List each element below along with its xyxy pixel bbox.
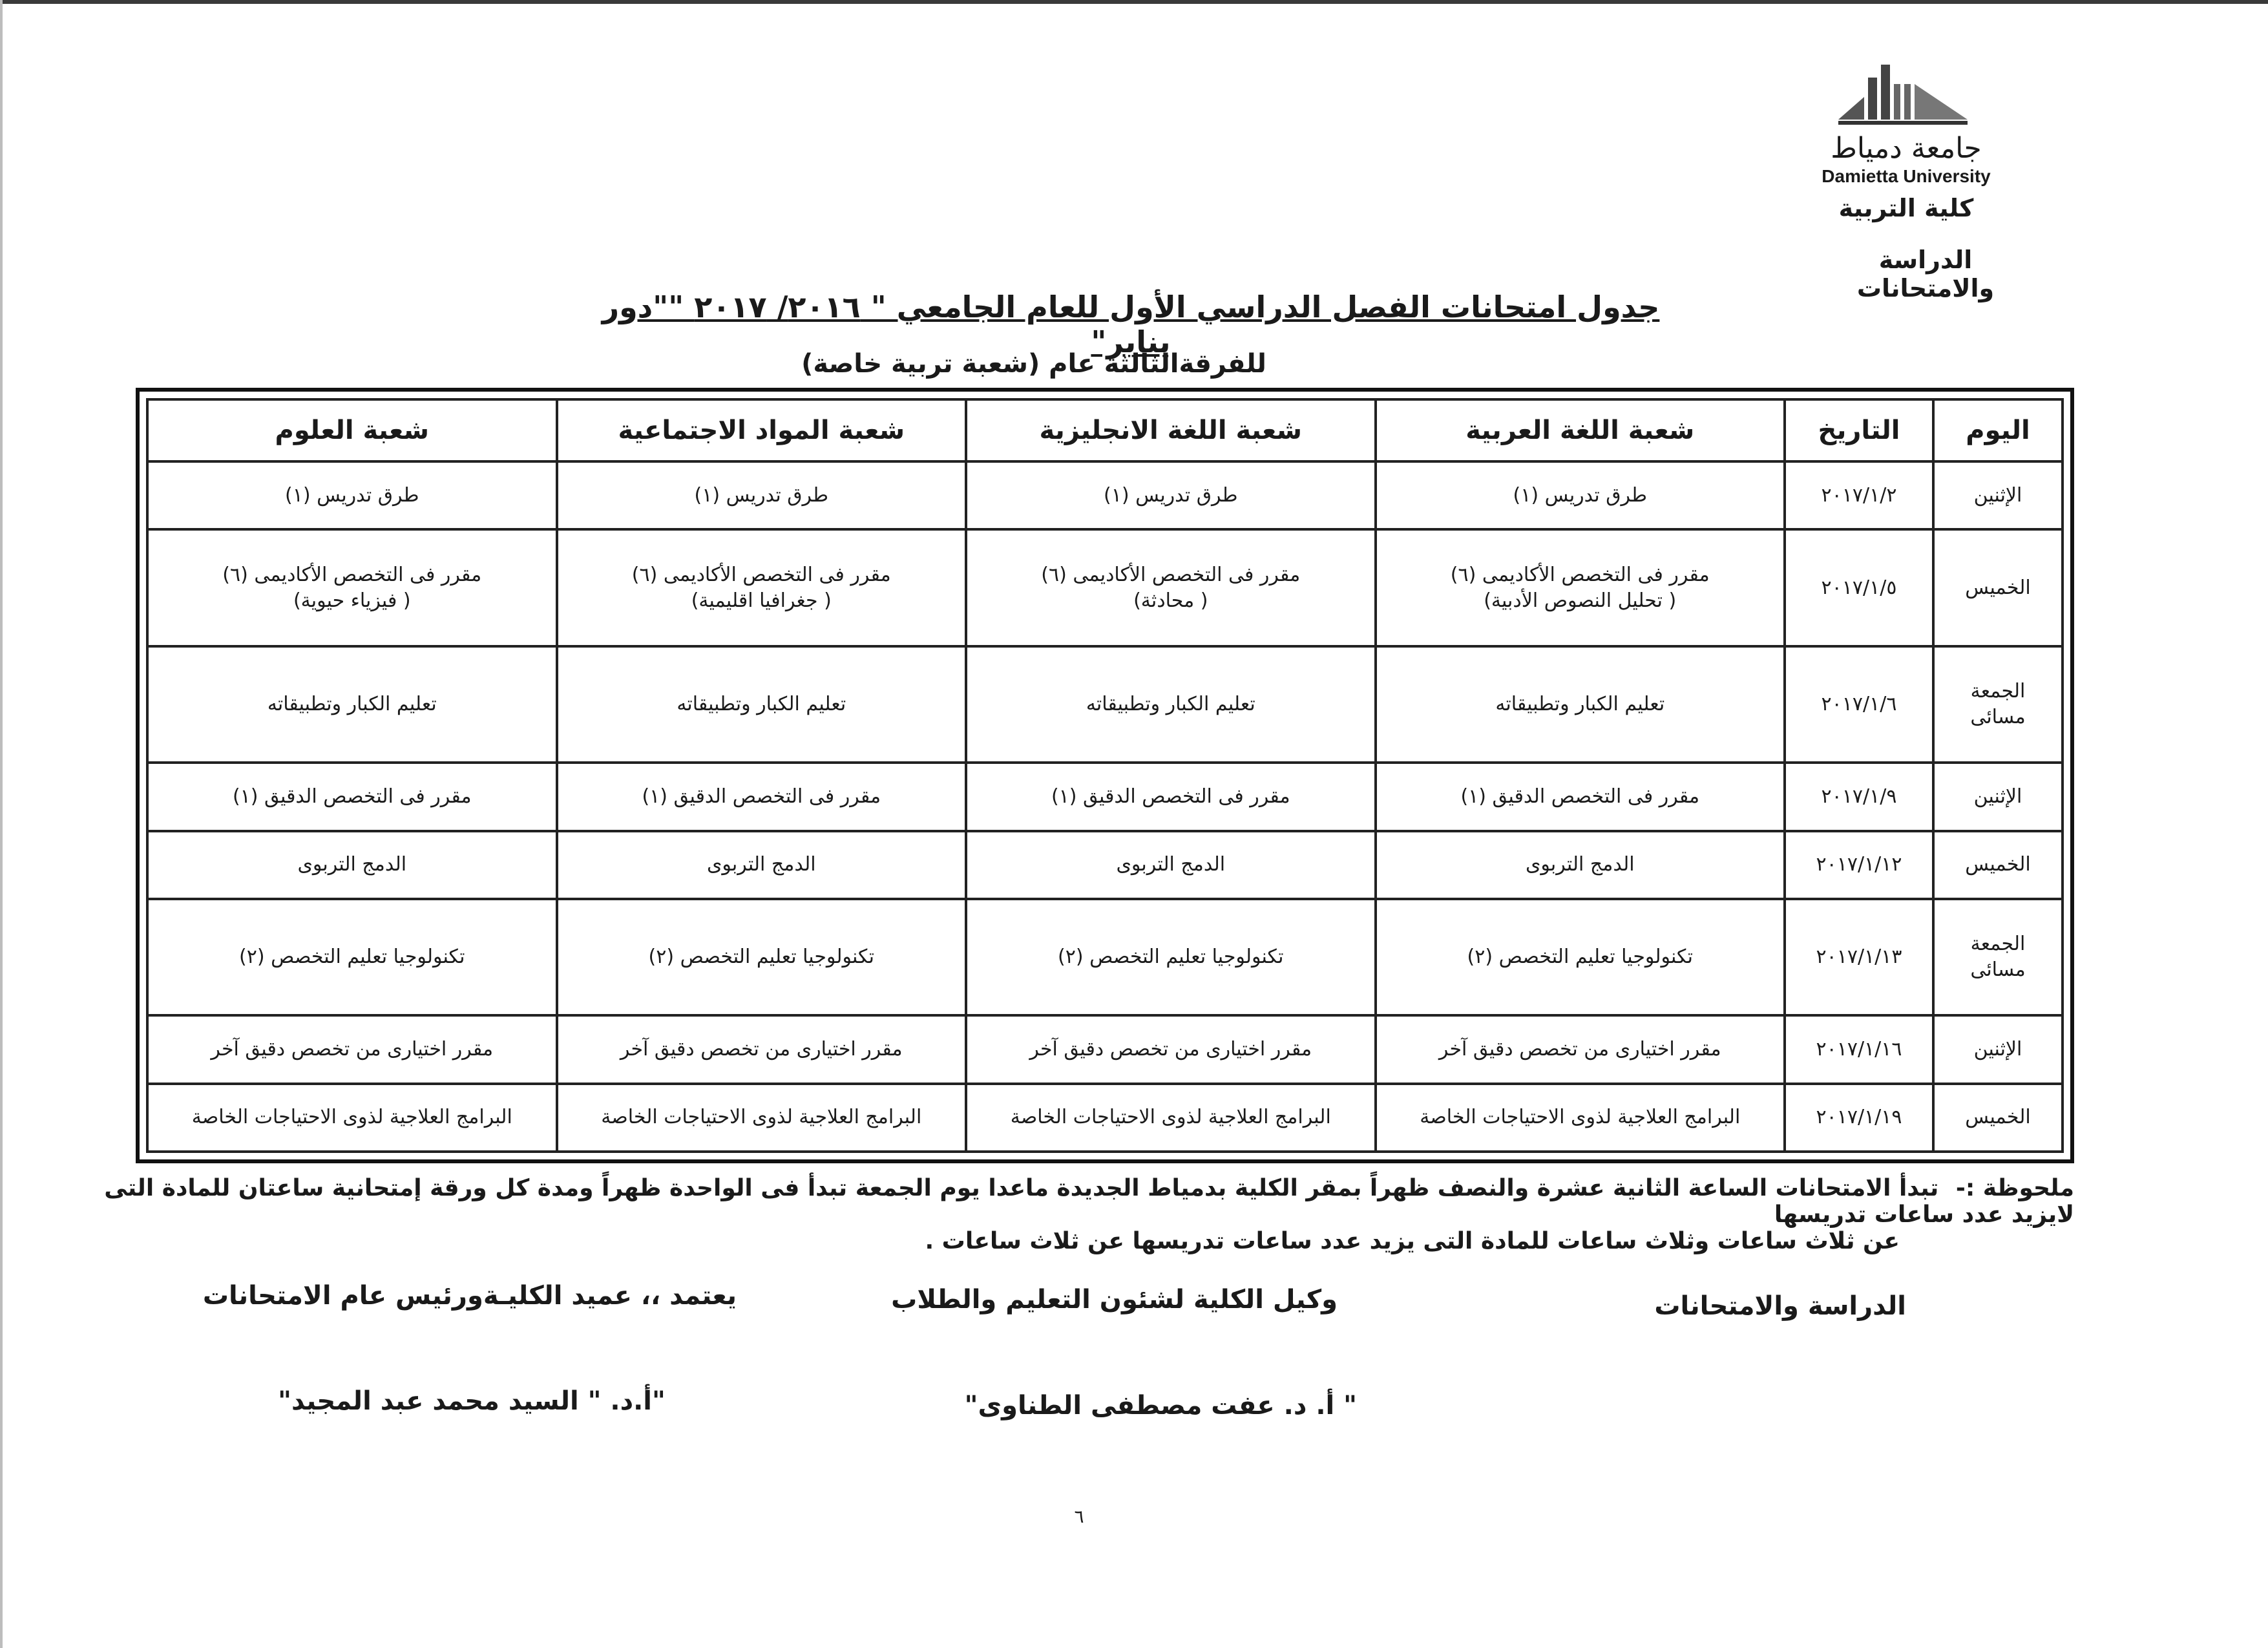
table-row — [147, 763, 2063, 830]
english-exam-cell: مقرر فى التخصص الدقيق (١) — [966, 763, 1376, 830]
day-cell: الجمعة مسائى — [1933, 646, 2063, 763]
table-row — [147, 899, 2063, 1016]
science-exam-cell: طرق تدريس (١) — [147, 461, 557, 529]
table-row — [147, 1084, 2063, 1152]
arabic-exam-cell — [1376, 529, 1785, 646]
social-exam-cell: طرق تدريس (١) — [557, 461, 967, 529]
arabic-exam-cell: مقرر فى التخصص الدقيق (١) — [1376, 763, 1785, 830]
exam-course: مقرر فى التخصص الأكاديمى (٦) — [1450, 563, 1710, 586]
university-logo-icon — [1825, 58, 1987, 129]
exam-course-detail: ( محادثة) — [1133, 589, 1208, 612]
header-social: شعبة المواد الاجتماعية — [557, 399, 967, 461]
social-exam-cell: البرامج العلاجية لذوى الاحتياجات الخاصة — [557, 1084, 967, 1152]
english-exam-cell: تكنولوجيا تعليم التخصص (٢) — [966, 899, 1376, 1016]
note-continuation: عن ثلاث ساعات وثلاث ساعات للمادة التى يزيد عدد ساعات تدريسها عن ثلاث ساعات . — [925, 1228, 1900, 1254]
date-cell: ٢٠١٧/١/٦ — [1785, 646, 1933, 763]
social-exam-cell: تعليم الكبار وتطبيقاته — [557, 646, 967, 763]
science-exam-cell — [147, 529, 557, 646]
arabic-exam-cell: تعليم الكبار وتطبيقاته — [1376, 646, 1785, 763]
exam-course-detail: ( فيزياء حيوية) — [293, 589, 411, 612]
arabic-exam-cell: مقرر اختيارى من تخصص دقيق آخر — [1376, 1015, 1785, 1083]
header-arabic: شعبة اللغة العربية — [1376, 399, 1785, 461]
schedule-title: جدول امتحانات الفصل الدراسي الأول للعام الجامعي " ٢٠١٦/ ٢٠١٧ ""دور يناير" — [602, 290, 1660, 359]
date-cell: ٢٠١٧/١/١٩ — [1785, 1084, 1933, 1152]
signature-dean-title: يعتمد ،، عميد الكليـةورئيس عام الامتحانات — [202, 1281, 737, 1311]
header-day: اليوم — [1933, 399, 2063, 461]
table-row — [147, 831, 2063, 899]
exam-course-detail: ( تحليل النصوص الأدبية) — [1484, 589, 1677, 612]
note-label: ملحوظة :- — [1955, 1175, 2074, 1201]
schedule-table — [146, 398, 2064, 1153]
table-row — [147, 461, 2063, 529]
social-exam-cell: تكنولوجيا تعليم التخصص (٢) — [557, 899, 967, 1016]
science-exam-cell: مقرر فى التخصص الدقيق (١) — [147, 763, 557, 830]
signature-vice-dean-name: " أ. د. عفت مصطفى الطناوى" — [964, 1391, 1357, 1421]
exam-course-detail: ( جغرافيا اقليمية) — [691, 589, 832, 612]
arabic-exam-cell: البرامج العلاجية لذوى الاحتياجات الخاصة — [1376, 1084, 1785, 1152]
logo-arabic-text: جامعة دمياط — [1831, 132, 1982, 165]
day-cell: الخميس — [1933, 831, 2063, 899]
page-number: ٦ — [1074, 1506, 1084, 1527]
date-cell: ٢٠١٧/١/٥ — [1785, 529, 1933, 646]
science-exam-cell: تعليم الكبار وتطبيقاته — [147, 646, 557, 763]
english-exam-cell: تعليم الكبار وتطبيقاته — [966, 646, 1376, 763]
english-exam-cell: الدمج التربوى — [966, 831, 1376, 899]
note-text: تبدأ الامتحانات الساعة الثانية عشرة والنصف ظهراً بمقر الكلية بدمياط الجديدة ماعدا يوم الجمعة تبدأ فى الواحدة ظهراً ومدة كل ورقة إمتحانية ساعتان للمادة التى لايزيد عدد ساعات تدريسها — [104, 1175, 2074, 1228]
note — [103, 1175, 2074, 1228]
science-exam-cell: مقرر اختيارى من تخصص دقيق آخر — [147, 1015, 557, 1083]
scan-edge — [0, 0, 2268, 4]
science-exam-cell: الدمج التربوى — [147, 831, 557, 899]
english-exam-cell — [966, 529, 1376, 646]
social-exam-cell: الدمج التربوى — [557, 831, 967, 899]
day-cell: الإثنين — [1933, 763, 2063, 830]
english-exam-cell: مقرر اختيارى من تخصص دقيق آخر — [966, 1015, 1376, 1083]
date-cell: ٢٠١٧/١/٢ — [1785, 461, 1933, 529]
social-exam-cell: مقرر اختيارى من تخصص دقيق آخر — [557, 1015, 967, 1083]
science-exam-cell: تكنولوجيا تعليم التخصص (٢) — [147, 899, 557, 1016]
english-exam-cell: طرق تدريس (١) — [966, 461, 1376, 529]
header-date: التاريخ — [1785, 399, 1933, 461]
scan-edge-left — [0, 0, 3, 1648]
day-cell: الإثنين — [1933, 461, 2063, 529]
header-english: شعبة اللغة الانجليزية — [966, 399, 1376, 461]
day-cell: الخميس — [1933, 529, 2063, 646]
table-row — [147, 529, 2063, 646]
science-exam-cell: البرامج العلاجية لذوى الاحتياجات الخاصة — [147, 1084, 557, 1152]
arabic-exam-cell: الدمج التربوى — [1376, 831, 1785, 899]
faculty-name: كلية التربية — [1838, 194, 1974, 222]
arabic-exam-cell: تكنولوجيا تعليم التخصص (٢) — [1376, 899, 1785, 1016]
day-cell: الجمعة مسائى — [1933, 899, 2063, 1016]
header-science: شعبة العلوم — [147, 399, 557, 461]
schedule-subtitle: للفرقةالثالثة عام (شعبة تربية خاصة) — [801, 349, 1266, 379]
date-cell: ٢٠١٧/١/١٢ — [1785, 831, 1933, 899]
day-cell: الإثنين — [1933, 1015, 2063, 1083]
exam-course: مقرر فى التخصص الأكاديمى (٦) — [1041, 563, 1301, 586]
day-cell: الخميس — [1933, 1084, 2063, 1152]
table-row — [147, 1015, 2063, 1083]
arabic-exam-cell: طرق تدريس (١) — [1376, 461, 1785, 529]
department-name: الدراسة والامتحانات — [1856, 246, 1995, 302]
signature-exams-office: الدراسة والامتحانات — [1654, 1291, 1906, 1321]
date-cell: ٢٠١٧/١/١٦ — [1785, 1015, 1933, 1083]
exam-course: مقرر فى التخصص الأكاديمى (٦) — [222, 563, 482, 586]
date-cell: ٢٠١٧/١/١٣ — [1785, 899, 1933, 1016]
table-row — [147, 646, 2063, 763]
schedule-table-frame — [136, 388, 2074, 1163]
signature-dean-name: "أ.د. " السيد محمد عبد المجيد" — [278, 1386, 666, 1416]
english-exam-cell: البرامج العلاجية لذوى الاحتياجات الخاصة — [966, 1084, 1376, 1152]
table-header-row — [147, 399, 2063, 461]
date-cell: ٢٠١٧/١/٩ — [1785, 763, 1933, 830]
social-exam-cell: مقرر فى التخصص الدقيق (١) — [557, 763, 967, 830]
exam-course: مقرر فى التخصص الأكاديمى (٦) — [631, 563, 891, 586]
social-exam-cell — [557, 529, 967, 646]
signature-vice-dean-title: وكيل الكلية لشئون التعليم والطلاب — [891, 1285, 1338, 1315]
logo-english-text: Damietta University — [1822, 166, 1991, 186]
university-logo — [1796, 58, 2016, 187]
